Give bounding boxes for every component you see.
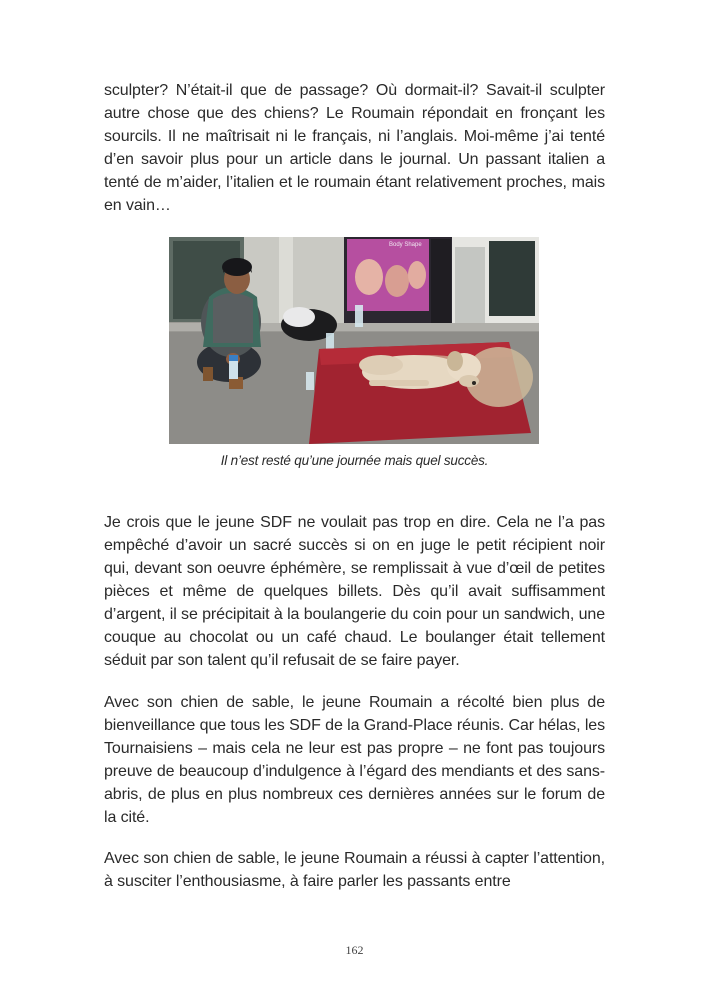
street-photo <box>169 237 539 444</box>
shop-sign: Body Shape <box>389 242 422 248</box>
paragraph: Je crois que le jeune SDF ne voulait pas trop en dire. Cela ne l’a pas empêché d’avoir un sacré succès si on en juge le petit récipient noir qui, devant son oeuvre éphémère, se remplissait à vue d’œil de petites pièces et même de quelques billets. Dès qu’il avait suffisamment d’argent, il se précipitait à la boulangerie du coin pour un sandwich, une couque au chocolat ou un café chaud. Le boulanger était tellement séduit par son talent qu’il refusait de se faire payer. <box>104 514 605 669</box>
paragraph: Avec son chien de sable, le jeune Roumain a récolté bien plus de bienveillance que tous les SDF de la Grand-Place réunis. Car hélas, les Tournaisiens – mais cela ne leur est pas propre – ne font pas toujours preuve de beaucoup d’indulgence à l’égard des mendiants et des sans-abris, de plus en plus nombreux ces dernières années sur le forum de la cité. <box>104 694 605 826</box>
paragraph: sculpter? N’était-il que de passage? Où dormait-il? Savait-il sculpter autre chose que des chiens? Le Roumain répondait en fronçant les sourcils. Il ne maîtrisait ni le français, ni l’anglais. Moi-même j’ai tenté d’en savoir plus pour un article dans le journal. Un passant italien a tenté de m’aider, l’italien et le roumain étant relativement proches, mais en vain… <box>104 82 605 214</box>
photo-caption: Il n’est resté qu’une journée mais quel succès. <box>220 453 489 468</box>
page-number: 162 <box>345 943 364 957</box>
paragraph: Avec son chien de sable, le jeune Roumain a réussi à capter l’attention, à susciter l’enthousiasme, à faire parler les passants entre <box>104 850 605 890</box>
